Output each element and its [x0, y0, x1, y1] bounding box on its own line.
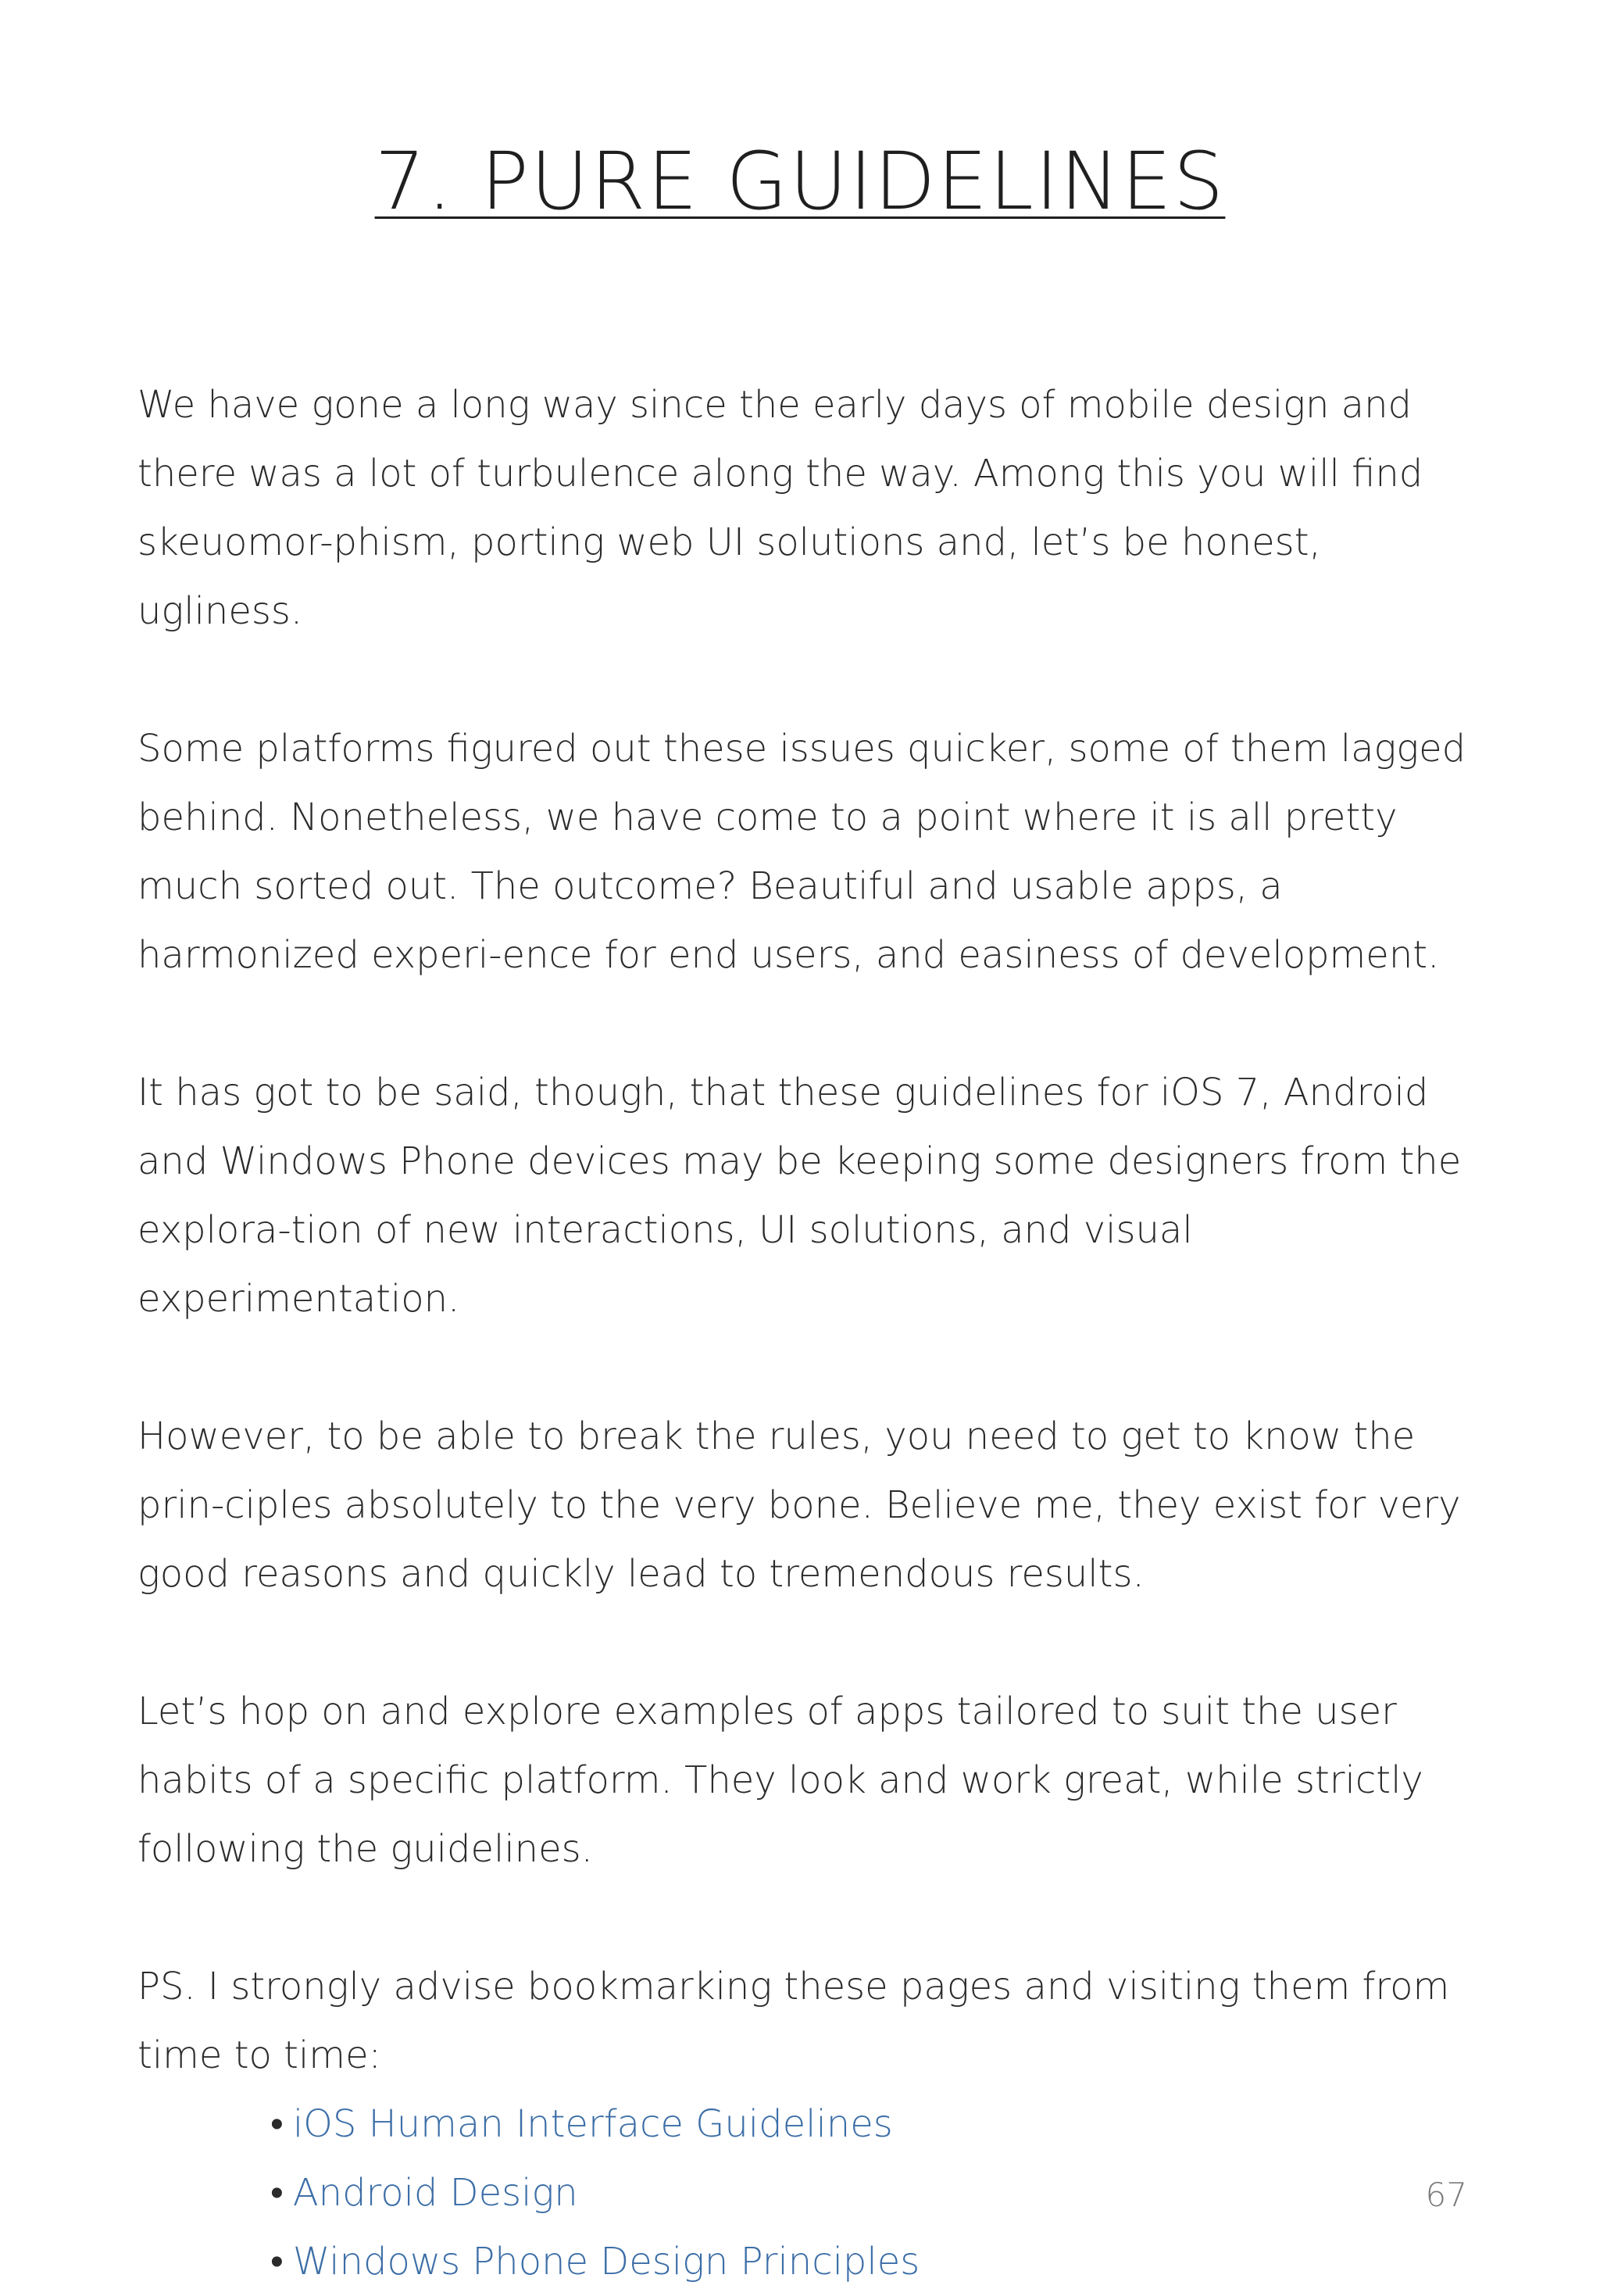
bullet: • — [270, 2240, 284, 2283]
paragraph: It has got to be said, though, that these guidelines for iOS 7, Android and Windows Phone devices may be keeping some designers from the explora-tion of new interactions, UI solutions, and visual experimentation. — [138, 1071, 1462, 1321]
list-item — [270, 2227, 1473, 2296]
windows-phone-design-link[interactable]: Windows Phone Design Principles — [292, 2240, 920, 2283]
page-number: 67 — [1425, 2176, 1467, 2214]
paragraph: However, to be able to break the rules, you need to get to know the prin-ciples absolutely to the very bone. Believe me, they exist for very good reasons and quickly lead to tremendous results. — [138, 1414, 1461, 1596]
paragraph: Some platforms figured out these issues quicker, some of them lagged behind. Nonetheless, we have come to a point where it is all pretty much sorted out. The outcome? Beautiful and usable apps, a harmonized experi-ence for end users, and easiness of development. — [138, 727, 1466, 977]
body-text — [138, 370, 1473, 2296]
page-title — [0, 131, 1600, 233]
paragraph: PS. I strongly advise bookmarking these pages and visiting them from time to time: — [138, 1965, 1450, 2077]
paragraph: Let’s hop on and explore examples of apps tailored to suit the user habits of a specific platform. They look and work great, while strictly following the guidelines. — [138, 1690, 1423, 1871]
bullet: • — [270, 2171, 284, 2215]
page-title-text: 7. PURE GUIDELINES — [374, 135, 1226, 228]
ios-guidelines-link[interactable]: iOS Human Interface Guidelines — [292, 2102, 893, 2146]
list-item — [270, 2090, 1473, 2158]
list-item — [270, 2158, 1473, 2227]
bullet: • — [270, 2102, 284, 2146]
paragraph: We have gone a long way since the early days of mobile design and there was a lot of turbulence along the way. Among this you will find skeuomor-phism, porting web UI solutions and, let’s be honest, ugliness. — [138, 383, 1423, 633]
android-design-link[interactable]: Android Design — [292, 2171, 578, 2215]
guidelines-link-list — [138, 2090, 1473, 2296]
